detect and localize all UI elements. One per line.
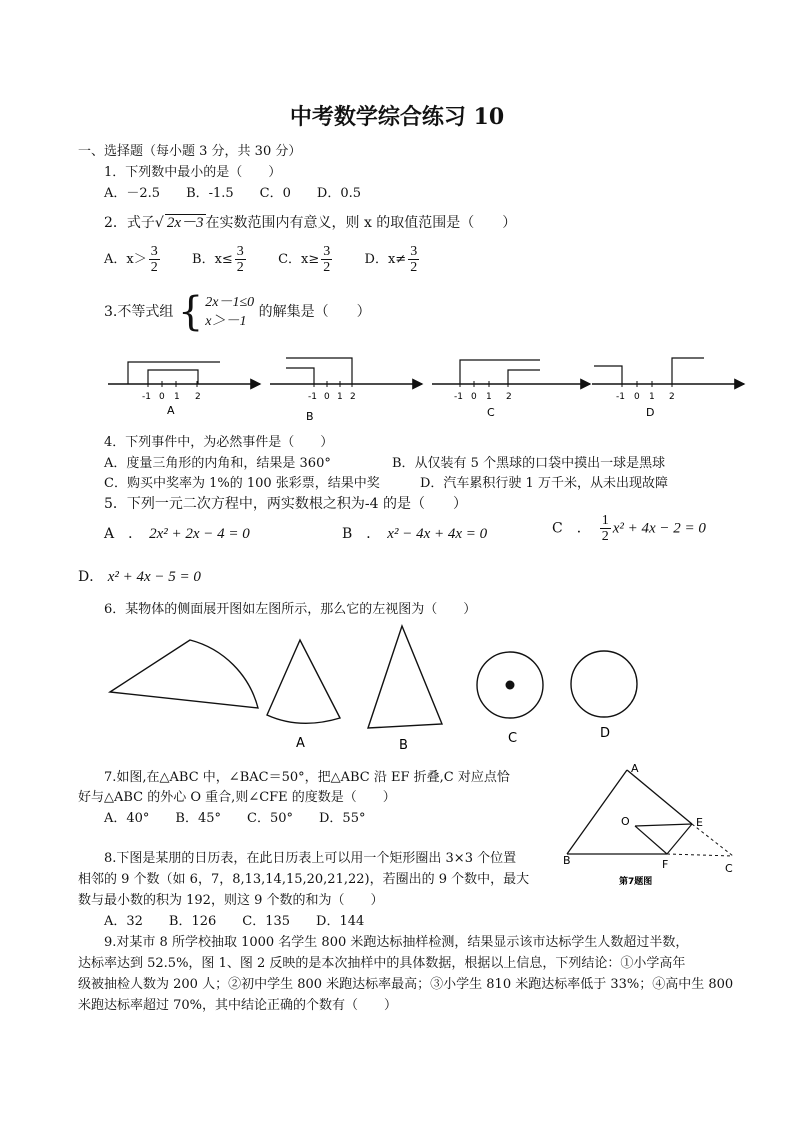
q9-line-4: 米跑达标率超过 70%，其中结论正确的个数有（ ） <box>78 998 398 1013</box>
q5-option-b: B ． x² − 4x + 4x = 0 <box>342 526 488 542</box>
q4-stem: 4．下列事件中，为必然事件是（ ） <box>104 435 334 450</box>
tick-label: 0 <box>159 392 165 402</box>
vertex-label-b: B <box>563 854 571 867</box>
tick-label: 2 <box>350 392 356 402</box>
point-label-o: O <box>621 815 630 828</box>
q5-stem: 5．下列一元二次方程中，两实数根之积为-4 的是（ ） <box>104 496 467 512</box>
option-label-d: D <box>600 726 611 741</box>
tick-label: 1 <box>337 392 343 402</box>
option-label-c: C <box>508 731 518 746</box>
q6-figures <box>100 620 660 760</box>
q6-stem: 6．某物体的侧面展开图如左图所示，那么它的左视图为（ ） <box>104 602 477 617</box>
q4-option-b: B．从仅装有 5 个黑球的口袋中摸出一球是黑球 <box>392 456 666 471</box>
vertex-label-a: A <box>631 762 639 775</box>
q4-option-a: A．度量三角形的内角和，结果是 360° <box>104 456 331 471</box>
vertex-label-c: C <box>725 862 733 875</box>
q8-line-2: 相邻的 9 个数（如 6，7，8,13,14,15,20,21,22)，若圈出的 9 个数中，最大 <box>78 872 530 887</box>
center-dot-icon <box>506 681 515 690</box>
q9-line-2: 达标率达到 52.5%，图 1、图 2 反映的是本次抽样中的具体数据，根据以上信息，下列结论：①小学高年 <box>78 956 686 971</box>
option-label-c: C <box>487 406 495 419</box>
option-label-b: B <box>399 738 408 753</box>
q2-option-c: C．x≥ $\frac{3}{2}$ <box>278 244 331 275</box>
q3-number-lines <box>100 348 760 424</box>
option-label-a: A <box>296 736 305 751</box>
q7-options: A．40° B．45° C．50° D．55° <box>104 811 366 826</box>
option-d-shape <box>571 651 637 717</box>
option-label-d: D <box>646 406 655 419</box>
q5-option-a: A ． 2x² + 2x − 4 = 0 <box>104 526 250 542</box>
number-line-d <box>592 358 744 419</box>
q2-stem <box>104 212 516 232</box>
q8-line-1: 8.下图是某朋的日历表，在此日历表上可以用一个矩形圈出 3×3 个位置 <box>104 851 517 866</box>
q1-options: A．－2.5 B．-1.5 C．0 D．0.5 <box>104 186 361 201</box>
q1-stem: 1．下列数中最小的是（ ） <box>104 165 282 180</box>
q2-option-d: D．x≠ $\frac{3}{2}$ <box>364 244 418 275</box>
tick-label: 2 <box>195 392 201 402</box>
tick-label: 1 <box>649 392 655 402</box>
option-label-b: B <box>306 410 314 423</box>
option-a-shape <box>267 640 340 723</box>
point-label-f: F <box>662 858 669 871</box>
q8-options: A．32 B．126 C．135 D．144 <box>104 914 365 929</box>
q2-options <box>104 244 421 275</box>
inequality-line-1: 2x－1≤0 <box>205 295 255 310</box>
tick-label: 0 <box>634 392 640 402</box>
point-label-e: E <box>696 816 703 829</box>
inequality-line-2: x＞－1 <box>205 314 247 329</box>
brace-icon: { <box>177 289 204 335</box>
q2-option-a: A．x＞ $\frac{3}{2}$ <box>104 244 158 275</box>
number-line-a <box>108 362 260 417</box>
tick-label: 1 <box>174 392 180 402</box>
tick-label: -1 <box>454 392 463 402</box>
q2-stem-post: 在实数范围内有意义，则 x 的取值范围是（ ） <box>205 215 517 231</box>
option-label-a: A <box>167 404 175 417</box>
tick-label: 0 <box>324 392 330 402</box>
tick-label: 2 <box>669 392 675 402</box>
q9-line-1: 9.对某市 8 所学校抽取 1000 名学生 800 米跑达标抽样检测，结果显示该市达标学生人数超过半数， <box>104 935 689 950</box>
q3-stem-pre: 3.不等式组 <box>104 304 174 320</box>
q2-radicand: 2x－3 <box>166 215 204 231</box>
q5-option-d: D． x² + 4x − 5 = 0 <box>78 569 201 585</box>
sector-shape <box>110 640 258 708</box>
q9-line-3: 级被抽检人数为 200 人；②初中学生 800 米跑达标率最高；③小学生 810 米跑达标率低于 33%；④高中生 800 <box>78 977 734 992</box>
q4-option-d: D．汽车累积行驶 1 万千米，从未出现故障 <box>420 476 668 491</box>
q8-line-3: 数与最小数的积为 192，则这 9 个数的和为（ ） <box>78 893 384 908</box>
tick-label: 0 <box>471 392 477 402</box>
q7-line-2: 好与△ABC 的外心 O 重合,则∠CFE 的度数是（ ） <box>78 790 396 805</box>
page-title: 中考数学综合练习 10 <box>289 104 505 130</box>
q2-option-b: B．x≤ $\frac{3}{2}$ <box>192 244 244 275</box>
option-b-shape <box>368 626 442 728</box>
q3-stem-post: 的解集是（ ） <box>258 304 371 320</box>
figure-caption: 第7题图 <box>619 877 653 887</box>
tick-label: -1 <box>616 392 625 402</box>
tick-label: 1 <box>486 392 492 402</box>
tick-label: -1 <box>308 392 317 402</box>
tick-label: -1 <box>142 392 151 402</box>
q4-option-c: C．购买中奖率为 1%的 100 张彩票，结果中奖 <box>104 476 380 491</box>
q3-stem <box>104 289 371 335</box>
q2-stem-pre: 2．式子 <box>104 215 155 231</box>
number-line-b <box>270 358 422 423</box>
tick-label: 2 <box>506 392 512 402</box>
q7-triangle-figure <box>555 758 745 888</box>
section-heading: 一、选择题（每小题 3 分，共 30 分） <box>78 144 302 159</box>
number-line-c <box>432 360 590 419</box>
inequality-system <box>177 289 255 335</box>
q5-option-c: C ． $\frac{1}{2}$ x² + 4x − 2 = 0 <box>552 513 706 544</box>
sqrt-sign-icon: √ <box>154 215 164 231</box>
q7-line-1: 7.如图,在△ABC 中，∠BAC＝50°，把△ABC 沿 EF 折叠,C 对应点恰 <box>104 770 510 785</box>
